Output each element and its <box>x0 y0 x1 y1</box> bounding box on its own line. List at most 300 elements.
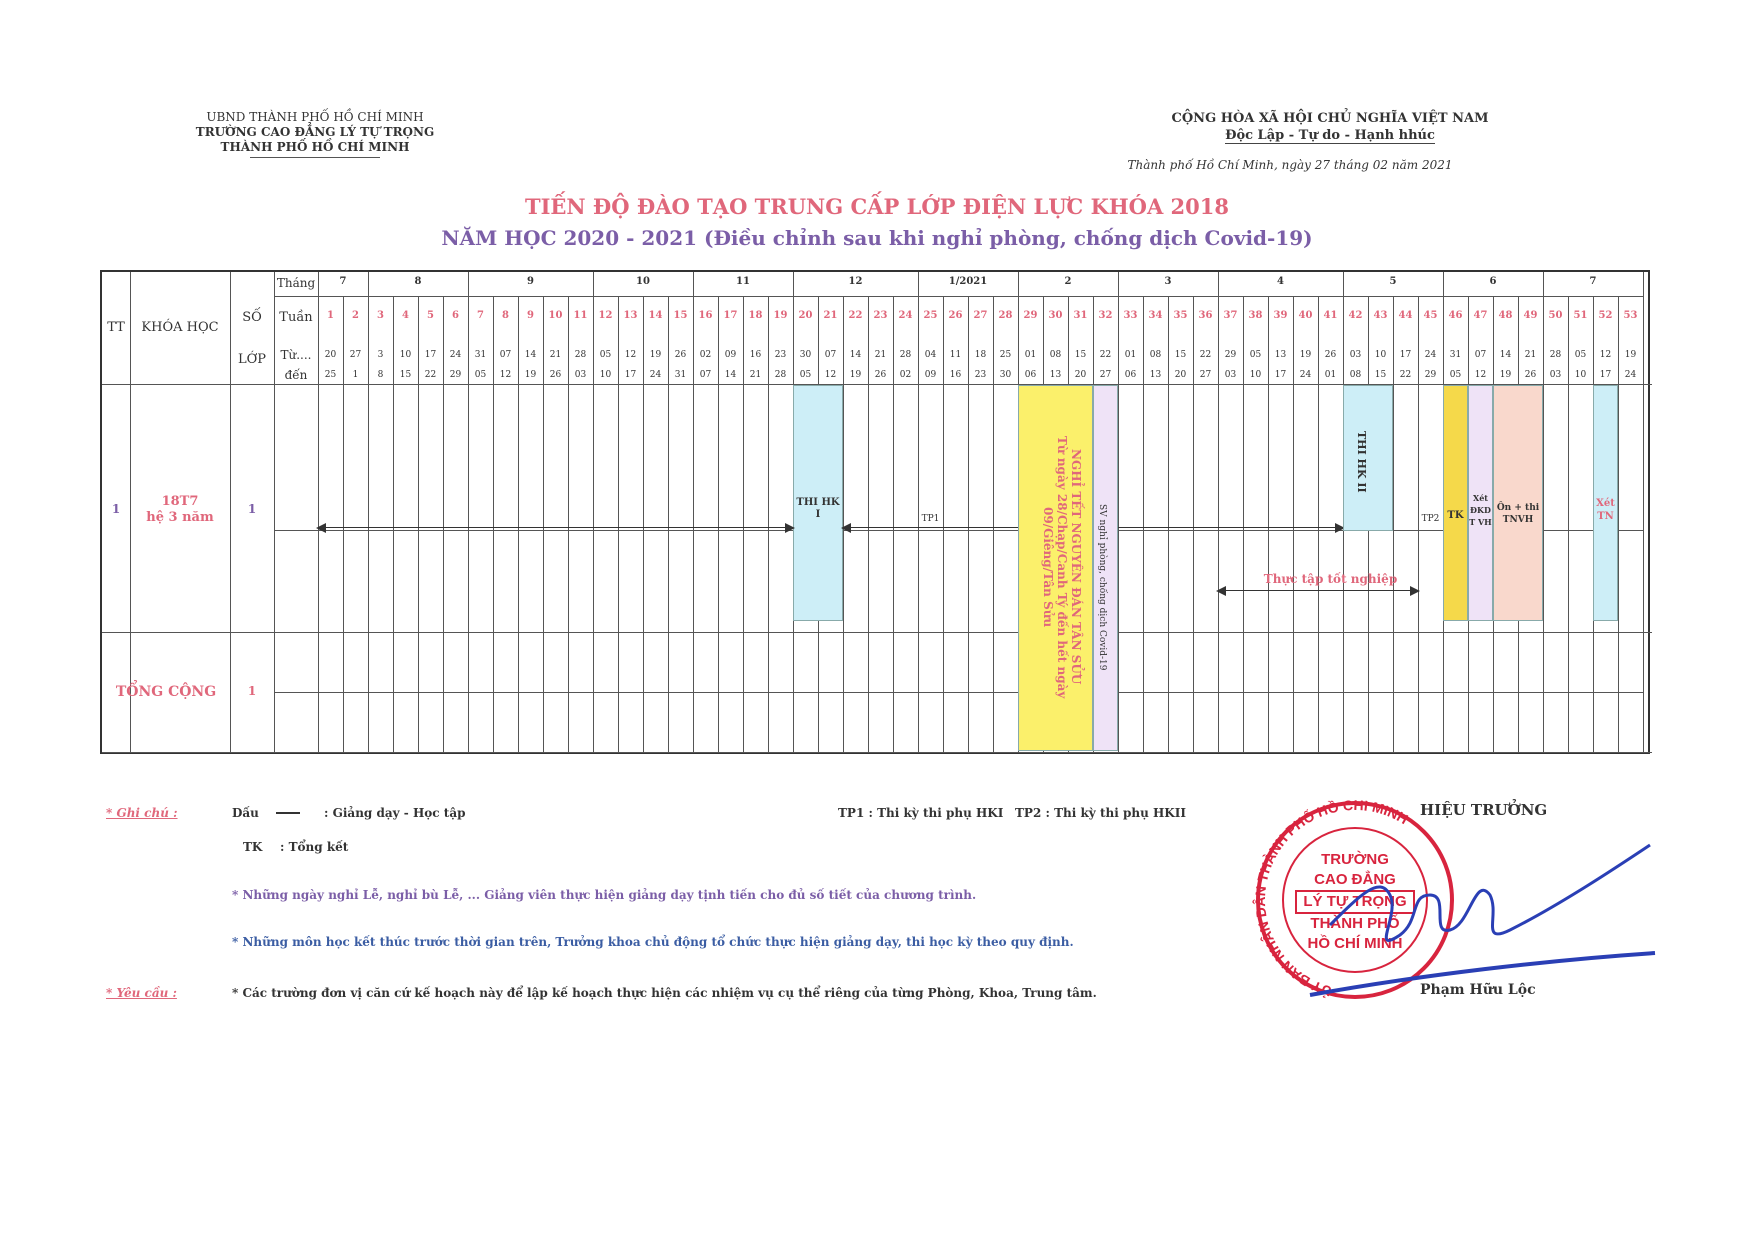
week-from-date: 09 <box>724 350 737 360</box>
week-number: 17 <box>723 310 738 321</box>
week-to-date: 03 <box>1224 370 1237 380</box>
arrow-head-left <box>316 523 326 533</box>
week-to-date: 12 <box>1474 370 1487 380</box>
week-from-date: 16 <box>749 350 762 360</box>
week-number: 31 <box>1073 310 1088 321</box>
week-to-date: 1 <box>352 370 359 380</box>
week-number: 51 <box>1573 310 1588 321</box>
thi-hk2-label: THI HK II <box>1355 431 1368 493</box>
week-from-date: 24 <box>1424 350 1437 360</box>
week-number: 7 <box>477 310 484 321</box>
week-to-date: 10 <box>1574 370 1587 380</box>
week-from-date: 3 <box>377 350 384 360</box>
week-number: 9 <box>527 310 534 321</box>
week-to-date: 13 <box>1049 370 1062 380</box>
tk-note: : Tổng kết <box>280 840 349 854</box>
dau-label: Dấu <box>232 806 259 820</box>
grid-line <box>493 296 494 752</box>
week-number: 40 <box>1298 310 1313 321</box>
grid-line <box>1218 272 1219 296</box>
week-from-date: 20 <box>324 350 337 360</box>
tp1-note: TP1 : Thi kỳ thi phụ HKI <box>838 806 1004 820</box>
week-from-date: 10 <box>1374 350 1387 360</box>
week-number: 50 <box>1548 310 1563 321</box>
month-cell: 7 <box>1589 276 1597 287</box>
week-from-date: 26 <box>674 350 687 360</box>
grid-line <box>368 296 369 752</box>
week-from-date: 29 <box>1224 350 1237 360</box>
grid-line <box>918 272 919 296</box>
week-to-date: 17 <box>1599 370 1612 380</box>
week-number: 33 <box>1123 310 1138 321</box>
week-to-date: 26 <box>1524 370 1537 380</box>
week-number: 25 <box>923 310 938 321</box>
tp1-label: TP1 <box>921 514 940 524</box>
grid-line <box>1243 296 1244 752</box>
grid-line <box>1418 296 1419 752</box>
legend-arrow-sample <box>276 812 300 814</box>
ghi-chu-label: * Ghi chú : <box>106 806 178 820</box>
week-to-date: 17 <box>624 370 637 380</box>
week-to-date: 06 <box>1124 370 1137 380</box>
week-from-date: 01 <box>1124 350 1137 360</box>
tk-band <box>1443 385 1468 621</box>
header-right-line2: Độc Lập - Tự do - Hạnh hhúc <box>1225 128 1435 143</box>
week-to-date: 08 <box>1349 370 1362 380</box>
week-to-date: 19 <box>1499 370 1512 380</box>
col-khoa-header: KHÓA HỌC <box>141 320 219 335</box>
week-number: 1 <box>327 310 334 321</box>
grid-line <box>768 296 769 752</box>
week-from-date: 22 <box>1199 350 1212 360</box>
week-from-date: 26 <box>1324 350 1337 360</box>
week-from-date: 31 <box>1449 350 1462 360</box>
date-line: Thành phố Hồ Chí Minh, ngày 27 tháng 02 năm 2021 <box>1127 158 1453 172</box>
grid-line <box>918 296 919 752</box>
teaching-arrow-tp1 <box>843 527 1018 528</box>
week-number: 4 <box>402 310 409 321</box>
grid-line <box>568 296 569 752</box>
giang-day-note: : Giảng dạy - Học tập <box>324 806 466 820</box>
row-den-label: đến <box>284 368 308 382</box>
week-to-date: 12 <box>499 370 512 380</box>
schedule-table <box>100 270 1650 754</box>
week-to-date: 05 <box>799 370 812 380</box>
week-to-date: 21 <box>749 370 762 380</box>
page-title: TIẾN ĐỘ ĐÀO TẠO TRUNG CẤP LỚP ĐIỆN LỰC KHÓA 2018 <box>524 194 1230 219</box>
week-from-date: 28 <box>1549 350 1562 360</box>
week-number: 11 <box>573 310 588 321</box>
week-number: 23 <box>873 310 888 321</box>
week-to-date: 03 <box>574 370 587 380</box>
grid-line <box>274 296 1643 297</box>
tp2-note: TP2 : Thi kỳ thi phụ HKII <box>1015 806 1186 820</box>
grid-line <box>1543 296 1544 752</box>
month-cell: 4 <box>1277 276 1284 287</box>
week-to-date: 26 <box>549 370 562 380</box>
grid-line <box>1393 296 1394 752</box>
week-to-date: 30 <box>999 370 1012 380</box>
grid-line <box>1618 296 1619 752</box>
week-to-date: 13 <box>1149 370 1162 380</box>
row1-khoa-line2: hệ 3 năm <box>146 510 214 525</box>
week-number: 27 <box>973 310 988 321</box>
row-tuan-label: Tuần <box>279 310 313 325</box>
grid-line <box>102 632 1652 633</box>
week-to-date: 26 <box>874 370 887 380</box>
week-to-date: 05 <box>1449 370 1462 380</box>
grid-line <box>518 296 519 752</box>
grid-line <box>1343 272 1344 296</box>
week-from-date: 03 <box>1349 350 1362 360</box>
week-from-date: 01 <box>1024 350 1037 360</box>
week-to-date: 07 <box>699 370 712 380</box>
week-to-date: 19 <box>524 370 537 380</box>
week-to-date: 12 <box>824 370 837 380</box>
grid-line <box>393 296 394 752</box>
grid-line <box>718 296 719 752</box>
week-number: 10 <box>548 310 563 321</box>
week-from-date: 13 <box>1274 350 1287 360</box>
grid-line <box>743 296 744 752</box>
week-from-date: 23 <box>774 350 787 360</box>
week-to-date: 19 <box>849 370 862 380</box>
week-number: 19 <box>773 310 788 321</box>
week-number: 24 <box>898 310 913 321</box>
week-to-date: 02 <box>899 370 912 380</box>
grid-line <box>693 272 694 296</box>
month-cell: 7 <box>339 276 347 287</box>
grid-line <box>793 272 794 296</box>
col-so-header: SỐ <box>242 310 262 325</box>
yeu-cau-label: * Yêu cầu : <box>106 986 177 1000</box>
xet-tn-label: Xét TN <box>1596 498 1615 522</box>
stamp-line-5: HỒ CHÍ MINH <box>1307 935 1403 952</box>
week-to-date: 31 <box>674 370 687 380</box>
week-to-date: 27 <box>1199 370 1212 380</box>
week-from-date: 28 <box>899 350 912 360</box>
grid-line <box>993 296 994 752</box>
grid-line <box>418 296 419 752</box>
week-number: 36 <box>1198 310 1213 321</box>
week-from-date: 21 <box>549 350 562 360</box>
week-from-date: 19 <box>1624 350 1637 360</box>
row1-so-lop: 1 <box>247 502 257 516</box>
week-number: 49 <box>1523 310 1538 321</box>
arrow-head-left <box>841 523 851 533</box>
week-from-date: 12 <box>1599 350 1612 360</box>
total-value: 1 <box>247 684 257 698</box>
week-to-date: 23 <box>974 370 987 380</box>
month-cell: 3 <box>1164 276 1172 287</box>
week-from-date: 05 <box>1574 350 1587 360</box>
grid-line <box>1568 296 1569 752</box>
month-cell: 6 <box>1489 276 1497 287</box>
grid-line <box>543 296 544 752</box>
week-number: 42 <box>1348 310 1363 321</box>
stamp-line-2: CAO ĐẲNG <box>1314 871 1396 888</box>
grid-line <box>1143 296 1144 752</box>
grid-line <box>274 272 275 752</box>
week-from-date: 10 <box>399 350 412 360</box>
grid-line <box>1293 296 1294 752</box>
row-thang-label: Tháng <box>276 276 316 290</box>
week-number: 14 <box>648 310 663 321</box>
week-from-date: 17 <box>1399 350 1412 360</box>
week-from-date: 08 <box>1049 350 1062 360</box>
week-from-date: 24 <box>449 350 462 360</box>
week-from-date: 15 <box>1074 350 1087 360</box>
week-number: 44 <box>1398 310 1413 321</box>
grid-line <box>968 296 969 752</box>
week-from-date: 19 <box>1299 350 1312 360</box>
week-from-date: 15 <box>1174 350 1187 360</box>
week-number: 18 <box>748 310 763 321</box>
week-to-date: 01 <box>1324 370 1337 380</box>
header-left-line3: THÀNH PHỐ HỒ CHÍ MINH <box>220 140 410 154</box>
grid-line <box>1118 296 1119 752</box>
week-number: 20 <box>798 310 813 321</box>
month-cell: 8 <box>414 276 422 287</box>
grid-line <box>318 272 319 752</box>
grid-line <box>468 296 469 752</box>
grid-line <box>1643 296 1644 752</box>
grid-line <box>1018 272 1019 296</box>
week-to-date: 03 <box>1549 370 1562 380</box>
grid-line <box>1193 296 1194 752</box>
week-number: 22 <box>848 310 863 321</box>
col-tt-header: TT <box>107 320 125 335</box>
grid-line <box>274 692 1643 693</box>
total-label: TỔNG CỘNG <box>115 684 217 700</box>
grid-line <box>893 296 894 752</box>
week-to-date: 20 <box>1074 370 1087 380</box>
grid-line <box>1443 272 1444 296</box>
grid-line <box>1218 296 1219 752</box>
note-3: * Các trường đơn vị căn cứ kế hoạch này để lập kế hoạch thực hiện các nhiệm vụ cụ thể riêng của từng Phòng, Khoa, Trung tâm. <box>232 986 1097 1000</box>
week-from-date: 02 <box>699 350 712 360</box>
week-from-date: 05 <box>599 350 612 360</box>
week-from-date: 27 <box>349 350 362 360</box>
week-from-date: 17 <box>424 350 437 360</box>
internship-arrow <box>1218 590 1418 591</box>
week-number: 12 <box>598 310 613 321</box>
week-number: 37 <box>1223 310 1238 321</box>
week-to-date: 25 <box>324 370 337 380</box>
week-from-date: 04 <box>924 350 937 360</box>
arrow-head-right <box>785 523 795 533</box>
week-from-date: 19 <box>649 350 662 360</box>
stamp-line-1: TRƯỜNG <box>1321 851 1389 868</box>
week-from-date: 22 <box>1099 350 1112 360</box>
week-to-date: 15 <box>1374 370 1387 380</box>
teaching-arrow-hk2 <box>1118 527 1343 528</box>
week-to-date: 29 <box>1424 370 1437 380</box>
week-number: 2 <box>352 310 359 321</box>
page-subtitle: NĂM HỌC 2020 - 2021 (Điều chỉnh sau khi nghỉ phòng, chống dịch Covid-19) <box>441 226 1313 250</box>
tet-line-2: Từ ngày 28/Chạp/Canh Tý đến hết ngày 09/Giêng/Tân Sửu <box>1041 435 1069 699</box>
grid-line <box>593 296 594 752</box>
grid-line <box>102 752 1652 753</box>
note-1: * Những ngày nghỉ Lễ, nghỉ bù Lễ, ... Giảng viên thực hiện giảng dạy tịnh tiến cho đủ số tiết của chương trình. <box>232 888 977 902</box>
week-from-date: 08 <box>1149 350 1162 360</box>
week-number: 16 <box>698 310 713 321</box>
week-number: 48 <box>1498 310 1513 321</box>
week-from-date: 21 <box>874 350 887 360</box>
stamp-ring-text: ỦY BAN NHÂN DÂN THÀNH PHỐ HỒ CHÍ MINH <box>1251 800 1411 1000</box>
grid-line <box>693 296 694 752</box>
week-to-date: 16 <box>949 370 962 380</box>
tp2-label: TP2 <box>1421 514 1440 524</box>
week-to-date: 8 <box>377 370 384 380</box>
week-number: 38 <box>1248 310 1263 321</box>
week-to-date: 24 <box>1624 370 1637 380</box>
row1-tt: 1 <box>111 502 121 516</box>
signature-title: HIỆU TRƯỞNG <box>1420 801 1548 819</box>
week-from-date: 14 <box>1499 350 1512 360</box>
week-to-date: 05 <box>474 370 487 380</box>
week-to-date: 20 <box>1174 370 1187 380</box>
week-number: 53 <box>1623 310 1638 321</box>
week-number: 29 <box>1023 310 1038 321</box>
week-number: 39 <box>1273 310 1288 321</box>
arrow-head-left <box>1216 586 1226 596</box>
week-number: 34 <box>1148 310 1163 321</box>
internship-label: Thực tập tốt nghiệp <box>1263 572 1398 586</box>
stamp-line-3: LÝ TỰ TRỌNG <box>1295 890 1414 914</box>
week-number: 30 <box>1048 310 1063 321</box>
grid-line <box>868 296 869 752</box>
week-to-date: 10 <box>599 370 612 380</box>
row1-khoa-line1: 18T7 <box>161 494 199 509</box>
grid-line <box>343 296 344 752</box>
header-right-line1: CỘNG HÒA XÃ HỘI CHỦ NGHĨA VIỆT NAM <box>1171 111 1489 126</box>
week-number: 3 <box>377 310 384 321</box>
week-from-date: 07 <box>499 350 512 360</box>
week-from-date: 31 <box>474 350 487 360</box>
month-cell: 5 <box>1389 276 1397 287</box>
week-to-date: 28 <box>774 370 787 380</box>
covid-text: SV nghỉ phòng, chống dịch Covid-19 <box>1097 503 1107 671</box>
week-to-date: 06 <box>1024 370 1037 380</box>
month-cell: 2 <box>1064 276 1072 287</box>
header-right <box>1150 110 1510 144</box>
week-number: 45 <box>1423 310 1438 321</box>
week-number: 21 <box>823 310 838 321</box>
xet-dkdt-label: Xét ĐKD T VH <box>1469 493 1492 527</box>
week-to-date: 29 <box>449 370 462 380</box>
week-number: 15 <box>673 310 688 321</box>
week-from-date: 05 <box>1249 350 1262 360</box>
note-2: * Những môn học kết thúc trước thời gian trên, Trưởng khoa chủ động tổ chức thực hiện giảng dạy, thi học kỳ theo quy định. <box>232 935 1074 949</box>
week-from-date: 25 <box>999 350 1012 360</box>
month-cell: 11 <box>736 276 750 287</box>
week-from-date: 07 <box>824 350 837 360</box>
week-from-date: 14 <box>524 350 537 360</box>
week-number: 28 <box>998 310 1013 321</box>
grid-line <box>368 272 369 296</box>
header-left <box>150 110 480 158</box>
week-number: 6 <box>452 310 459 321</box>
week-to-date: 22 <box>424 370 437 380</box>
on-thi-label: Ôn + thi TNVH <box>1496 503 1540 525</box>
week-to-date: 09 <box>924 370 937 380</box>
grid-line <box>274 530 1643 531</box>
week-to-date: 22 <box>1399 370 1412 380</box>
week-number: 46 <box>1448 310 1463 321</box>
month-cell: 10 <box>636 276 650 287</box>
week-number: 35 <box>1173 310 1188 321</box>
tk-label: TK <box>243 840 263 854</box>
stamp-line-4: THÀNH PHỐ <box>1310 915 1400 932</box>
week-number: 52 <box>1598 310 1613 321</box>
week-from-date: 14 <box>849 350 862 360</box>
tet-line-1: NGHỈ TẾT NGUYÊN ĐÁN TÂN SỬU <box>1069 449 1083 685</box>
grid-line <box>643 296 644 752</box>
grid-line <box>1168 296 1169 752</box>
grid-line <box>593 272 594 296</box>
week-to-date: 27 <box>1099 370 1112 380</box>
week-from-date: 21 <box>1524 350 1537 360</box>
grid-line <box>618 296 619 752</box>
grid-line <box>1268 296 1269 752</box>
week-from-date: 30 <box>799 350 812 360</box>
grid-line <box>1118 272 1119 296</box>
week-number: 47 <box>1473 310 1488 321</box>
week-to-date: 10 <box>1249 370 1262 380</box>
grid-line <box>1643 272 1644 296</box>
week-number: 32 <box>1098 310 1113 321</box>
month-cell: 1/2021 <box>948 276 988 287</box>
tk-band-label: TK <box>1447 510 1464 521</box>
week-to-date: 24 <box>649 370 662 380</box>
week-number: 5 <box>427 310 434 321</box>
col-lop-header: LỚP <box>237 352 267 367</box>
grid-line <box>1543 272 1544 296</box>
week-from-date: 18 <box>974 350 987 360</box>
thi-hk1-label: THI HK I <box>796 497 840 520</box>
week-to-date: 15 <box>399 370 412 380</box>
week-from-date: 12 <box>624 350 637 360</box>
month-cell: 9 <box>527 276 534 287</box>
signer-name: Phạm Hữu Lộc <box>1420 982 1536 998</box>
header-left-underline <box>250 157 380 158</box>
week-number: 26 <box>948 310 963 321</box>
month-cell: 12 <box>848 276 863 287</box>
grid-line <box>102 384 1652 385</box>
grid-line <box>668 296 669 752</box>
grid-line <box>943 296 944 752</box>
week-from-date: 28 <box>574 350 587 360</box>
week-to-date: 24 <box>1299 370 1312 380</box>
week-number: 41 <box>1323 310 1338 321</box>
thi-hk2-band <box>1343 385 1393 531</box>
week-to-date: 17 <box>1274 370 1287 380</box>
row-tu-label: Từ.... <box>280 348 312 362</box>
arrow-head-right <box>1410 586 1420 596</box>
week-number: 8 <box>502 310 509 321</box>
grid-line <box>1318 296 1319 752</box>
week-from-date: 11 <box>949 350 962 360</box>
header-left-line2: TRƯỜNG CAO ĐẲNG LÝ TỰ TRỌNG <box>195 125 435 139</box>
header-left-line1: UBND THÀNH PHỐ HỒ CHÍ MINH <box>206 110 424 124</box>
week-number: 43 <box>1373 310 1388 321</box>
teaching-arrow-hk1 <box>318 527 793 528</box>
week-from-date: 07 <box>1474 350 1487 360</box>
grid-line <box>443 296 444 752</box>
week-to-date: 14 <box>724 370 737 380</box>
week-number: 13 <box>623 310 638 321</box>
